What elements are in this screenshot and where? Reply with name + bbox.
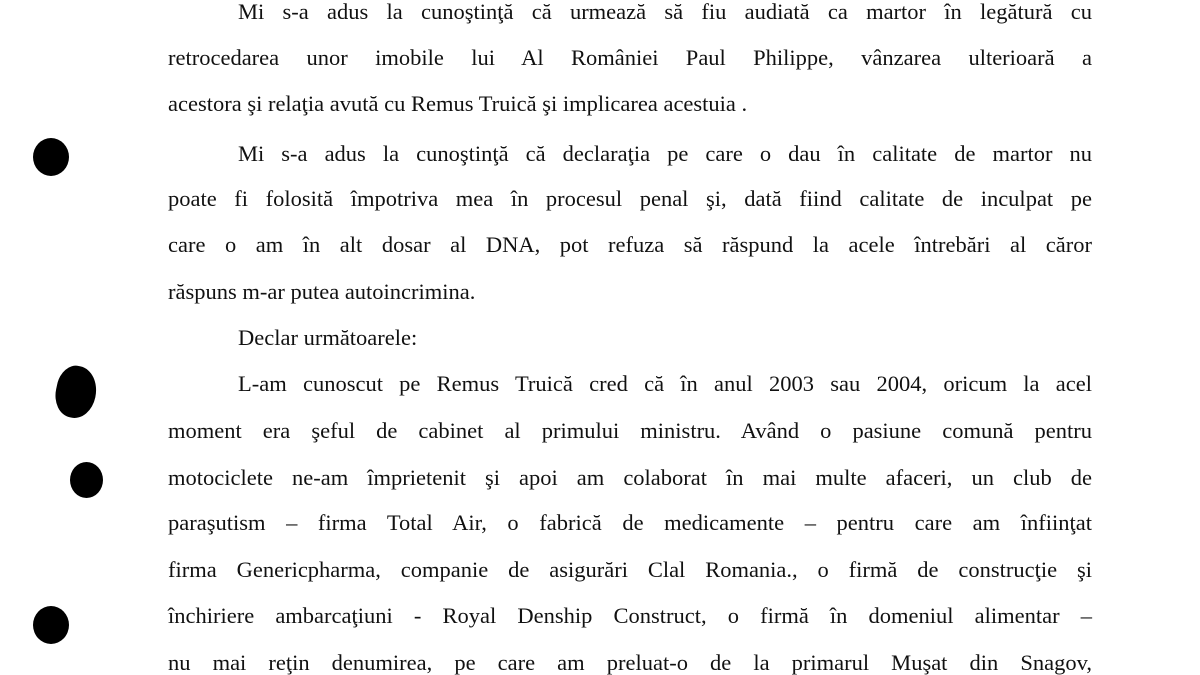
punch-hole-mark xyxy=(70,462,103,498)
text-line: paraşutism – firma Total Air, o fabrică de medicamente – pentru care am înfiinţat xyxy=(168,510,1092,535)
text-line: motociclete ne-am împrietenit şi apoi am colaborat în mai multe afaceri, un club de xyxy=(168,465,1092,490)
text-line: firma Genericpharma, companie de asigurări Clal Romania., o firmă de construcţie şi xyxy=(168,557,1092,582)
text-line: acestora şi relaţia avută cu Remus Truică şi implicarea acestuia . xyxy=(168,91,748,116)
text-line: Mi s-a adus la cunoştinţă că urmează să fiu audiată ca martor în legătură cu xyxy=(238,0,1092,24)
text-line: moment era şeful de cabinet al primului ministru. Având o pasiune comună pentru xyxy=(168,418,1092,443)
text-line: Declar următoarele: xyxy=(238,325,418,350)
punch-hole-mark xyxy=(33,138,69,176)
text-line: care o am în alt dosar al DNA, pot refuza să răspund la acele întrebări al căror xyxy=(168,232,1092,257)
text-line: poate fi folosită împotriva mea în procesul penal şi, dată fiind calitate de inculpat pe xyxy=(168,186,1092,211)
punch-hole-mark xyxy=(33,606,69,644)
punch-hole-mark xyxy=(51,362,101,421)
text-line: închiriere ambarcaţiuni - Royal Denship Construct, o firmă în domeniul alimentar – xyxy=(168,603,1092,628)
text-line: Mi s-a adus la cunoştinţă că declaraţia pe care o dau în calitate de martor nu xyxy=(238,141,1092,166)
text-line: răspuns m-ar putea autoincrimina. xyxy=(168,279,476,304)
text-line: retrocedarea unor imobile lui Al României Paul Philippe, vânzarea ulterioară a xyxy=(168,45,1092,70)
text-line: L-am cunoscut pe Remus Truică cred că în anul 2003 sau 2004, oricum la acel xyxy=(238,371,1092,396)
text-line: nu mai reţin denumirea, pe care am preluat-o de la primarul Muşat din Snagov, xyxy=(168,650,1092,675)
